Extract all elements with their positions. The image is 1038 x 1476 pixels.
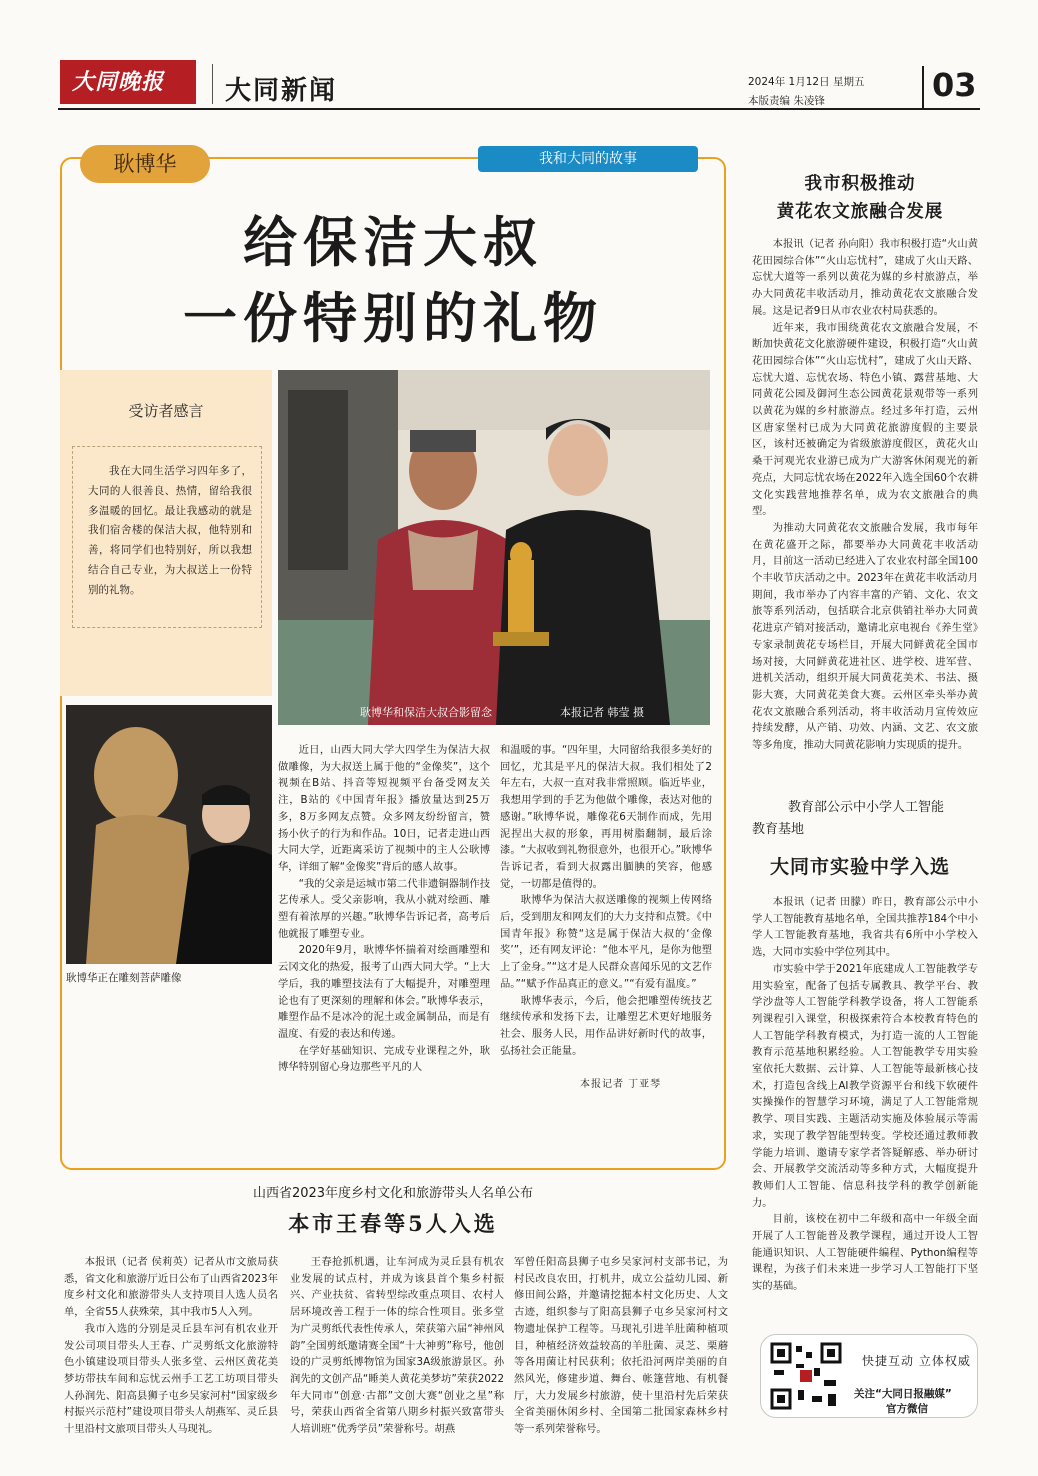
photo-caption: 耿博华和保洁大叔合影留念 xyxy=(360,706,492,719)
bottom-column-2 xyxy=(290,1254,504,1438)
paragraph: 耿博华为保洁大叔送雕像的视频上传网络后，受到朋友和网友们的大力支持和点赞。《中国青年报》称赞“这是属于保洁大叔的‘金像奖’”，还有网友评论：“他本平凡，是你为他塑上了金身。”“这才是人民群众喜闻乐见的文艺作品。”“赋予作品真正的意义。”“有爱有温度。” xyxy=(500,894,712,990)
sidebar-title: 受访者感言 xyxy=(128,402,204,420)
feature-headline-line2: 一份特别的礼物 xyxy=(183,286,603,350)
bottom-story-kicker: 山西省2023年度乡村文化和旅游带头人名单公布 xyxy=(252,1186,534,1201)
bottom-column-1 xyxy=(64,1254,278,1438)
feature-column-2 xyxy=(500,742,712,1059)
qr-slogan: 快捷互动 立体权威 xyxy=(862,1354,971,1368)
paragraph: 为推动大同黄花农文旅融合发展，我市每年在黄花盛开之际，都要举办大同黄花丰收活动月，目前这一活动已经进入了农业农村部全国100个丰收节庆活动之中。2023年在黄花丰收活动月期间，我市举办了内容丰富的产销、文化、农文旅等系列活动，包括联合北京供销社举办大同黄花进京产销对接活动，邀请北京电视台《养生堂》专家录制黄花专场栏目，开展大同鲜黄花全国市场对接，大同鲜黄花进社区、进学校、进军营、进机关活动，组织开展大同黄花美术、书法、摄影大赛，大同黄花美食大赛。云州区牵头举办黄花农文旅融合系列活动，将丰收活动月宣传效应持续发酵，从产销、功效、内涵、文艺、农文旅等多角度，推动大同黄花影响力实现质的提升。 xyxy=(752,521,978,752)
feature-byline: 本报记者 丁亚琴 xyxy=(580,1079,662,1090)
paragraph: 市实验中学于2021年底建成人工智能教学专用实验室，配备了包括专属教具、教学平台、教学沙盘等人工智能学科教学设备，将人工智能系列课程引入课堂，积极探索符合本校教育特色的人工智能学科教育模式，为打造一流的人工智能教育示范基地积累经验。人工智能教学专用实验室依托大数据、云计算、人工智能等最新核心技术，打造包含线上AI教学资源平台和线下软硬件实操操作的智慧学习环境，满足了人工智能常规教学、项目实践、主题活动实施及体验展示等需求，实现了教学智能型转变。学校还通过教师教学能力培训、邀请专家学者答疑解惑、举办研讨会、开展教学交流活动等多种方式，大幅度提升教师们人工智能、信息科技学科的教学创新能力。 xyxy=(752,962,978,1209)
photo-student-and-cleaner xyxy=(278,370,710,725)
paragraph: 近年来，我市围绕黄花农文旅融合发展，不断加快黄花文化旅游硬件建设，积极打造“火山黄花田园综合体”“火山忘忧村”，建成了火山天路、忘忧大道、忘忧农场、特色小镇、露营基地、大同黄花公园及御河生态公园黄花景观带等一系列以黄花为媒的乡村旅游点。经过多年打造，云州区唐家堡村已成为大同黄花旅游度假的主要景区，该村还被确定为省级旅游度假区，黄花火山桑干河观光农业游已成为广大游客休闲观光的新亮点，大同忘忧农场在2022年入选全国60个农耕文化实践营地推荐名单，成为农文旅融合的典型。 xyxy=(752,321,978,518)
feature-column-1 xyxy=(278,742,490,1076)
photo-illustration xyxy=(278,370,710,725)
paragraph: 王春抢抓机遇，让车河成为灵丘县有机农业发展的试点村，并成为该县首个集乡村振兴、产业扶贫、省转型综改重点项目、农村人居环境改善工程于一体的综合性项目。张多堂为广灵剪纸代表性传承人，荣获第六届“神州风韵”全国剪纸邀请赛全国“十大神剪”称号，他创设的广灵剪纸博物馆为国家3A级旅游景区。孙润先的文创产品“睡美人黄花美梦坊”荣获2022年大同市“创意·古都”文创大赛“创业之星”称号，荣获山西省全省第八期乡村振兴致富带头人培训班“优秀学员”荣誉称号。胡燕 xyxy=(290,1256,504,1436)
paragraph: 耿博华表示，今后，他会把雕塑传统技艺继续传承和发扬下去，让雕塑艺术更好地服务社会、服务人民，用作品讲好新时代的故事，弘扬社会正能量。 xyxy=(500,994,712,1057)
qr-follow-text: 关注“大同日报融媒” xyxy=(854,1388,952,1400)
paragraph: 本报讯（记者 孙向阳）我市积极打造“火山黄花田园综合体”“火山忘忧村”，建成了火山天路、忘忧大道等一系列以黄花为媒的乡村旅游点，举办大同黄花丰收活动月，推动黄花农文旅融合发展。这是记者9日从市农业农村局获悉的。 xyxy=(752,238,978,317)
paragraph: 本报讯（记者 侯莉英）记者从市文旅局获悉，省文化和旅游厅近日公布了山西省2023年度乡村文化和旅游带头人支持项目人选人员名单，全省55人获殊荣，其中我市5人入列。 xyxy=(64,1256,278,1319)
paragraph: 近日，山西大同大学大四学生为保洁大叔做雕像，为大叔送上属于他的“金像奖”，这个视频在B站、抖音等短视频平台备受网友关注，B站的《中国青年报》播放量达到25万多，8万多网友点赞。众多网友纷纷留言，赞扬小伙子的行为和作品。10日，记者走进山西大同大学，近距离采访了视频中的主人公耿博华，详细了解“金像奖”背后的感人故事。 xyxy=(278,744,490,873)
page-editor: 本版责编 朱凌锋 xyxy=(748,95,825,107)
paragraph: 本报讯（记者 田朦）昨日，教育部公示中小学人工智能教育基地名单，全国共推荐184个中小学人工智能教育基地，我省共有6所中小学校入选，大同市实验中学位列其中。 xyxy=(752,896,978,959)
sidebar-quote: 我在大同生活学习四年多了，大同的人很善良、热情，留给我很多温暖的回忆。最让我感动的就是我们宿舍楼的保洁大叔，他特别和善，将同学们也特别好，所以我想结合自己专业，为大叔送上一份特别的礼物。 xyxy=(88,465,252,596)
newspaper-logo: 大同晚报 xyxy=(60,60,196,104)
paragraph: 在学好基础知识、完成专业课程之外，耿博华特别留心身边那些平凡的人 xyxy=(278,1044,490,1074)
section-title: 大同新闻 xyxy=(225,76,338,106)
masthead-rule xyxy=(58,108,980,110)
side-photo-caption: 耿博华正在雕刻菩萨雕像 xyxy=(66,972,182,984)
bottom-column-3 xyxy=(514,1254,728,1438)
feature-headline-line1: 给保洁大叔 xyxy=(243,210,543,274)
story-headline-line1: 我市积极推动 xyxy=(804,174,916,194)
story-body xyxy=(752,236,978,754)
qr-code-icon[interactable] xyxy=(766,1340,846,1412)
bottom-story-headline: 本市王春等5人入选 xyxy=(288,1211,498,1236)
sculpting-illustration xyxy=(66,705,272,964)
story-headline-line2: 黄花农文旅融合发展 xyxy=(776,202,944,222)
photo-sculpting xyxy=(66,705,272,964)
page-number-divider xyxy=(922,66,924,110)
story-body xyxy=(752,894,978,1295)
masthead-divider xyxy=(212,64,213,104)
story-kicker-line1: 教育部公示中小学人工智能 xyxy=(788,800,945,815)
qr-follow-subtext: 官方微信 xyxy=(886,1403,928,1415)
paragraph: 我市入选的分别是灵丘县车河有机农业开发公司项目带头人王春、广灵剪纸文化旅游特色小镇建设项目带头人张多堂、云州区黄花美梦坊带扶车间和忘忧云州手工艺工坊项目带头人孙润先、阳高县狮子屯乡吴家河村“国家级乡村振兴示范村”建设项目带头人胡燕军、灵丘县十里沿村文旅项目带头人马现礼。 xyxy=(64,1322,278,1436)
story-kicker-line2: 教育基地 xyxy=(752,822,805,837)
photo-credit: 本报记者 韩莹 摄 xyxy=(560,706,644,719)
paragraph: 军曾任阳高县狮子屯乡吴家河村支部书记，为村民改良农田，打机井，成立公益幼儿园、新修田间公路，并邀请挖掘本村文化历史、人文古迹，组织参与了阳高县狮子屯乡吴家河村文物遗址保护工程等。马现礼引进羊肚菌种植项目，种植经济效益较高的羊肚菌、灵芝、栗蘑等各用菌让村民获利；依托沿河两岸美丽的自然风光，修建步道、舞台、帐篷营地、有机餐厅，大力发展乡村旅游，使十里沿村先后荣获全省美丽休闲乡村、全国第二批国家森林乡村等一系列荣誉称号。 xyxy=(514,1256,728,1436)
paragraph: “我的父亲是运城市第二代非遗铜器制作技艺传承人。受父亲影响，我从小就对绘画、雕塑有着浓厚的兴趣。”耿博华告诉记者，高考后他就报了雕塑专业。 xyxy=(278,877,490,940)
page-number: 03 xyxy=(932,66,977,104)
paragraph: 2020年9月，耿博华怀揣着对绘画雕塑和云冈文化的热爱，报考了山西大同大学。“上大学后，我的雕塑技法有了大幅提升，对雕塑理论也有了更深刻的理解和体会。”耿博华表示，雕塑作品不是冰冷的泥土或金属制品，而是有温度、有爱的表达和传递。 xyxy=(278,944,490,1040)
paragraph: 目前，该校在初中二年级和高中一年级全面开展了人工智能普及教学课程，通过开设人工智能通识知识、人工智能硬件编程、Python编程等课程，为孩子们未来进一步学习人工智能打下坚实的基础。 xyxy=(752,1213,978,1293)
paragraph: 和温暖的事。“四年里，大同留给我很多美好的回忆，尤其是平凡的保洁大叔。我们相处了2年左右，大叔一直对我非常照顾。临近毕业，我想用学到的手艺为他做个雕像，表达对他的感谢。”耿博华说，雕像花6天制作而成，先用泥捏出大叔的形象，再用树脂翻制，最后涂漆。“大叔收到礼物很意外，也很开心。”耿博华告诉记者，看到大叔露出腼腆的笑容，他感觉，一切都是值得的。 xyxy=(500,744,712,890)
column-tag: 我和大同的故事 xyxy=(478,146,698,172)
qr-code-graphic xyxy=(766,1340,846,1412)
issue-date: 2024年 1月12日 星期五 xyxy=(748,76,865,88)
byline-tag: 耿博华 xyxy=(80,145,210,183)
story-headline: 大同市实验中学入选 xyxy=(769,856,950,878)
